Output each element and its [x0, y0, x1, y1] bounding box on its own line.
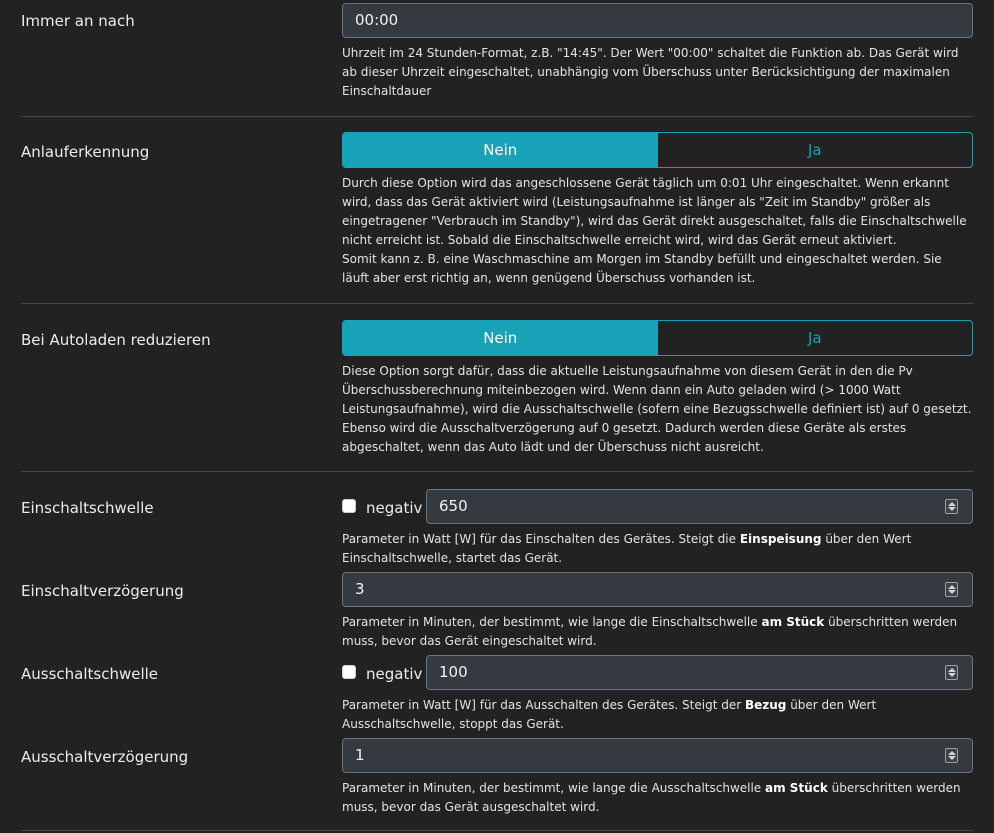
help-text: Parameter in Minuten, der bestimmt, wie lange die Ausschaltschwelle	[342, 781, 766, 795]
einschaltverzoegerung-label: Einschaltverzögerung	[21, 582, 184, 600]
anlauferkennung-label: Anlauferkennung	[21, 143, 150, 161]
help-text: Parameter in Watt [W] für das Ausschalten des Gerätes. Steigt der	[342, 698, 745, 712]
ausschaltschwelle-help	[342, 696, 972, 734]
autoladen-label: Bei Autoladen reduzieren	[21, 331, 211, 349]
ausschaltverzoegerung-input[interactable]	[342, 738, 973, 773]
anlauferkennung-toggle	[342, 132, 973, 168]
autoladen-toggle	[342, 320, 973, 356]
help-text: überschritten werden muss, bevor das Gerät ausgeschaltet wird.	[342, 781, 961, 814]
immer-an-nach-label: Immer an nach	[21, 12, 135, 30]
divider	[21, 116, 973, 117]
einschaltschwelle-value: 650	[439, 497, 468, 515]
ausschaltverzoegerung-value: 1	[355, 746, 365, 764]
einschaltverzoegerung-input[interactable]	[342, 572, 973, 607]
einschaltverzoegerung-value: 3	[355, 580, 365, 598]
anlauferkennung-help	[342, 174, 972, 288]
anlauferkennung-option-nein[interactable]: Nein	[343, 133, 658, 167]
immer-an-nach-help: Uhrzeit im 24 Stunden-Format, z.B. "14:45". Der Wert "00:00" schaltet die Funktion ab. Das Gerät wird ab dieser Uhrzeit eingeschaltet, unabhängig vom Überschuss unter Berücksichtigung der maximalen Einschaltdauer	[342, 46, 959, 98]
help-bold: Einspeisung	[739, 532, 822, 546]
ausschaltverzoegerung-help	[342, 779, 972, 817]
divider	[21, 471, 973, 472]
help-text: über den Wert Einschaltschwelle, startet das Gerät.	[342, 532, 912, 565]
ausschaltschwelle-negativ-checkbox[interactable]	[342, 665, 356, 679]
spinner-icon[interactable]	[945, 665, 958, 680]
anlauferkennung-help-line: Somit kann z. B. eine Waschmaschine am Morgen im Standby befüllt und eingeschaltet werden. Sie läuft aber erst richtig an, wenn genügend Überschuss vorhanden ist.	[342, 252, 942, 285]
divider	[21, 303, 973, 304]
anlauferkennung-option-ja[interactable]: Ja	[807, 141, 822, 159]
spinner-icon[interactable]	[945, 499, 958, 514]
help-bold: am Stück	[765, 781, 828, 795]
divider	[21, 830, 973, 831]
ausschaltschwelle-label: Ausschaltschwelle	[21, 665, 159, 683]
help-text: überschritten werden muss, bevor das Gerät eingeschaltet wird.	[342, 615, 958, 648]
ausschaltverzoegerung-label: Ausschaltverzögerung	[21, 748, 189, 766]
help-text: über den Wert Ausschaltschwelle, stoppt das Gerät.	[342, 698, 877, 731]
ausschaltschwelle-input[interactable]	[426, 655, 973, 690]
immer-an-nach-value: 00:00	[355, 11, 399, 29]
anlauferkennung-help-line: Durch diese Option wird das angeschlossene Gerät täglich um 0:01 Uhr eingeschaltet. Wenn erkannt wird, dass das Gerät aktiviert wird (Leistungsaufnahme ist länger als "Zeit im Standby" größer als eingetragener "Verbrauch im Standby"), wird das Gerät direkt ausgeschaltet, falls die Einschaltschwelle nicht erreicht ist. Sobald die Einschaltschwelle erreicht wird, wird das Gerät erneut aktiviert.	[342, 176, 967, 247]
autoladen-help: Diese Option sorgt dafür, dass die aktuelle Leistungsaufnahme von diesem Gerät in den die Pv Überschussberechnung miteinbezogen wird. Wenn dann ein Auto geladen wird (> 1000 Watt Leistungsaufnahme), wird die Ausschaltschwelle (sofern eine Bezugsschwelle definiert ist) auf 0 gesetzt. Ebenso wird die Ausschaltverzögerung auf 0 gesetzt. Dadurch werden diese Geräte als erstes abgeschaltet, wenn das Auto lädt und der Überschuss nicht ausreicht.	[342, 364, 972, 454]
autoladen-option-ja[interactable]: Ja	[807, 329, 822, 347]
ausschaltschwelle-negativ-label: negativ	[366, 665, 423, 683]
help-text: Parameter in Minuten, der bestimmt, wie lange die Einschaltschwelle	[342, 615, 762, 629]
einschaltschwelle-help	[342, 530, 972, 568]
einschaltschwelle-negativ-label: negativ	[366, 499, 423, 517]
einschaltverzoegerung-help	[342, 613, 972, 651]
einschaltschwelle-negativ-checkbox[interactable]	[342, 499, 356, 513]
help-bold: am Stück	[761, 615, 825, 629]
immer-an-nach-input[interactable]	[342, 3, 973, 38]
help-bold: Bezug	[744, 698, 787, 712]
help-text: Parameter in Watt [W] für das Einschalten des Gerätes. Steigt die	[342, 532, 740, 546]
einschaltschwelle-input[interactable]	[426, 489, 973, 524]
ausschaltschwelle-value: 100	[439, 663, 468, 681]
spinner-icon[interactable]	[945, 582, 958, 597]
spinner-icon[interactable]	[945, 748, 958, 763]
autoladen-option-nein[interactable]: Nein	[343, 321, 658, 355]
einschaltschwelle-label: Einschaltschwelle	[21, 499, 154, 517]
